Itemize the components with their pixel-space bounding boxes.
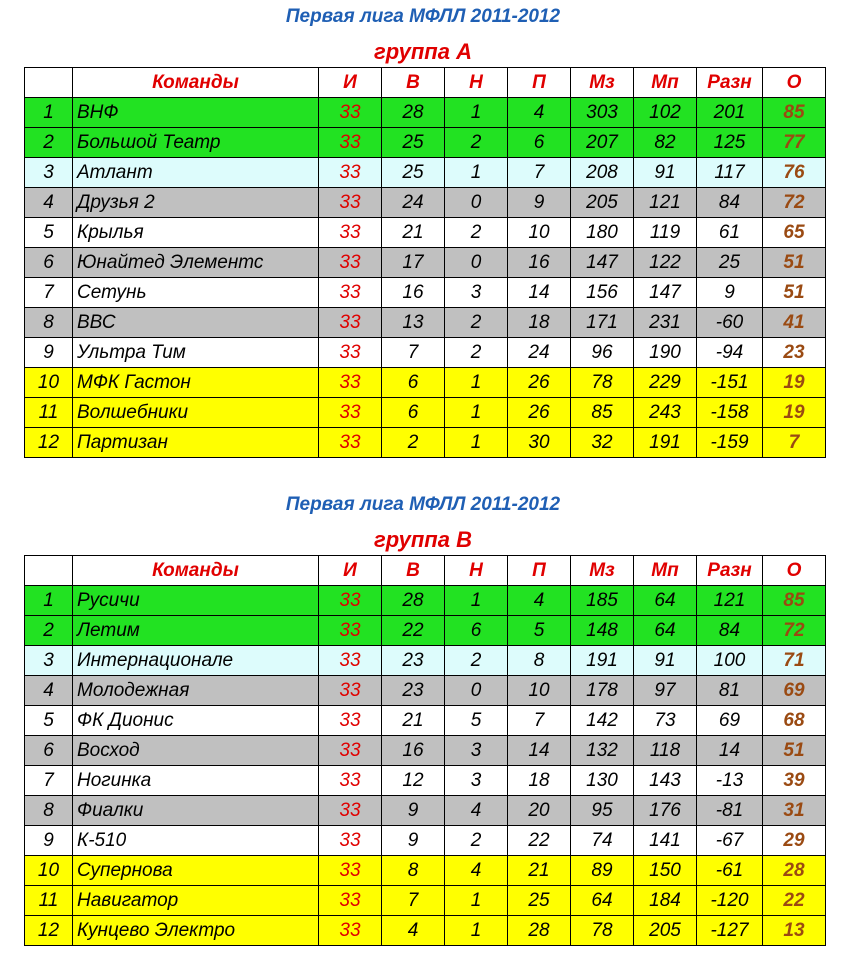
cell-played: 33 (319, 368, 382, 398)
table-row (25, 398, 826, 428)
table-row (25, 646, 826, 676)
cell-goals-against: 121 (634, 188, 697, 218)
cell-goals-for: 96 (571, 338, 634, 368)
cell-goals-against: 150 (634, 856, 697, 886)
cell-goal-diff: -127 (697, 916, 763, 946)
cell-goal-diff: 9 (697, 278, 763, 308)
cell-goals-against: 64 (634, 616, 697, 646)
cell-played: 33 (319, 128, 382, 158)
cell-drawn: 1 (445, 586, 508, 616)
cell-goal-diff: 84 (697, 616, 763, 646)
cell-team: Большой Театр (73, 128, 319, 158)
cell-points: 28 (763, 856, 826, 886)
cell-position: 12 (25, 916, 73, 946)
cell-lost: 30 (508, 428, 571, 458)
cell-points: 72 (763, 616, 826, 646)
cell-lost: 14 (508, 736, 571, 766)
cell-team: Интернационале (73, 646, 319, 676)
cell-drawn: 2 (445, 218, 508, 248)
cell-points: 65 (763, 218, 826, 248)
cell-won: 7 (382, 338, 445, 368)
league-title-group-b: Первая лига МФЛЛ 2011-2012 (285, 494, 561, 515)
cell-goals-against: 229 (634, 368, 697, 398)
cell-drawn: 4 (445, 856, 508, 886)
cell-points: 23 (763, 338, 826, 368)
table-header-row (25, 68, 826, 98)
cell-team: Партизан (73, 428, 319, 458)
cell-drawn: 3 (445, 278, 508, 308)
cell-played: 33 (319, 646, 382, 676)
cell-played: 33 (319, 766, 382, 796)
cell-goals-against: 190 (634, 338, 697, 368)
cell-goal-diff: 121 (697, 586, 763, 616)
cell-position: 9 (25, 826, 73, 856)
table-row (25, 886, 826, 916)
cell-won: 28 (382, 586, 445, 616)
header-position (25, 556, 73, 586)
cell-team: Летим (73, 616, 319, 646)
cell-drawn: 6 (445, 616, 508, 646)
cell-drawn: 0 (445, 676, 508, 706)
cell-position: 6 (25, 736, 73, 766)
cell-played: 33 (319, 248, 382, 278)
cell-goals-for: 148 (571, 616, 634, 646)
cell-goals-against: 102 (634, 98, 697, 128)
cell-played: 33 (319, 188, 382, 218)
cell-won: 12 (382, 766, 445, 796)
cell-position: 7 (25, 766, 73, 796)
cell-won: 6 (382, 368, 445, 398)
cell-played: 33 (319, 218, 382, 248)
cell-played: 33 (319, 676, 382, 706)
header-position (25, 68, 73, 98)
cell-goals-for: 191 (571, 646, 634, 676)
cell-goals-against: 73 (634, 706, 697, 736)
cell-position: 11 (25, 886, 73, 916)
table-row (25, 766, 826, 796)
cell-won: 13 (382, 308, 445, 338)
cell-team: Ногинка (73, 766, 319, 796)
cell-goals-for: 171 (571, 308, 634, 338)
cell-goal-diff: 100 (697, 646, 763, 676)
cell-drawn: 1 (445, 158, 508, 188)
cell-goals-against: 205 (634, 916, 697, 946)
cell-goals-for: 142 (571, 706, 634, 736)
cell-goal-diff: -158 (697, 398, 763, 428)
table-row (25, 616, 826, 646)
cell-goals-against: 191 (634, 428, 697, 458)
cell-drawn: 2 (445, 646, 508, 676)
cell-goals-for: 303 (571, 98, 634, 128)
cell-played: 33 (319, 856, 382, 886)
table-row (25, 736, 826, 766)
cell-goal-diff: 201 (697, 98, 763, 128)
cell-won: 16 (382, 736, 445, 766)
cell-goals-for: 78 (571, 916, 634, 946)
cell-points: 72 (763, 188, 826, 218)
cell-team: Атлант (73, 158, 319, 188)
cell-lost: 14 (508, 278, 571, 308)
cell-points: 31 (763, 796, 826, 826)
table-row (25, 428, 826, 458)
table-row (25, 218, 826, 248)
cell-position: 3 (25, 158, 73, 188)
cell-position: 5 (25, 706, 73, 736)
group-title-a: группа А (374, 39, 472, 64)
cell-lost: 20 (508, 796, 571, 826)
cell-played: 33 (319, 886, 382, 916)
cell-position: 8 (25, 308, 73, 338)
table-row (25, 916, 826, 946)
cell-drawn: 2 (445, 826, 508, 856)
cell-goal-diff: 61 (697, 218, 763, 248)
cell-position: 4 (25, 188, 73, 218)
table-row (25, 98, 826, 128)
cell-won: 22 (382, 616, 445, 646)
cell-points: 76 (763, 158, 826, 188)
table-row (25, 248, 826, 278)
table-row (25, 796, 826, 826)
cell-lost: 10 (508, 676, 571, 706)
cell-drawn: 1 (445, 368, 508, 398)
league-title-group-a: Первая лига МФЛЛ 2011-2012 (285, 6, 561, 27)
cell-points: 51 (763, 248, 826, 278)
cell-team: Навигатор (73, 886, 319, 916)
cell-position: 10 (25, 856, 73, 886)
cell-played: 33 (319, 338, 382, 368)
cell-goals-for: 185 (571, 586, 634, 616)
cell-played: 33 (319, 278, 382, 308)
cell-lost: 16 (508, 248, 571, 278)
cell-goal-diff: 25 (697, 248, 763, 278)
cell-played: 33 (319, 398, 382, 428)
cell-goal-diff: -120 (697, 886, 763, 916)
cell-goals-for: 205 (571, 188, 634, 218)
cell-played: 33 (319, 586, 382, 616)
cell-team: К-510 (73, 826, 319, 856)
cell-position: 9 (25, 338, 73, 368)
cell-won: 7 (382, 886, 445, 916)
cell-played: 33 (319, 916, 382, 946)
cell-won: 9 (382, 826, 445, 856)
cell-goal-diff: -61 (697, 856, 763, 886)
cell-position: 3 (25, 646, 73, 676)
cell-lost: 24 (508, 338, 571, 368)
cell-lost: 4 (508, 98, 571, 128)
cell-lost: 7 (508, 158, 571, 188)
cell-lost: 28 (508, 916, 571, 946)
cell-lost: 9 (508, 188, 571, 218)
cell-drawn: 1 (445, 398, 508, 428)
header-played: И (319, 68, 382, 98)
cell-played: 33 (319, 616, 382, 646)
cell-lost: 26 (508, 368, 571, 398)
cell-drawn: 4 (445, 796, 508, 826)
cell-lost: 26 (508, 398, 571, 428)
cell-won: 21 (382, 706, 445, 736)
cell-goals-against: 97 (634, 676, 697, 706)
cell-team: ВНФ (73, 98, 319, 128)
cell-team: МФК Гастон (73, 368, 319, 398)
cell-played: 33 (319, 98, 382, 128)
cell-lost: 21 (508, 856, 571, 886)
cell-goal-diff: 84 (697, 188, 763, 218)
cell-goals-for: 78 (571, 368, 634, 398)
cell-goal-diff: -13 (697, 766, 763, 796)
cell-goals-against: 91 (634, 158, 697, 188)
cell-lost: 6 (508, 128, 571, 158)
cell-goals-against: 119 (634, 218, 697, 248)
cell-goals-for: 156 (571, 278, 634, 308)
cell-drawn: 1 (445, 428, 508, 458)
header-drawn: Н (445, 556, 508, 586)
cell-won: 8 (382, 856, 445, 886)
cell-goals-against: 82 (634, 128, 697, 158)
header-goals-against: Мп (634, 556, 697, 586)
cell-team: Волшебники (73, 398, 319, 428)
cell-drawn: 0 (445, 248, 508, 278)
cell-lost: 18 (508, 308, 571, 338)
cell-drawn: 1 (445, 98, 508, 128)
header-goals-against: Мп (634, 68, 697, 98)
header-team: Команды (73, 556, 319, 586)
cell-team: Супернова (73, 856, 319, 886)
table-row (25, 676, 826, 706)
table-row (25, 586, 826, 616)
cell-won: 4 (382, 916, 445, 946)
cell-points: 39 (763, 766, 826, 796)
cell-won: 25 (382, 128, 445, 158)
cell-points: 41 (763, 308, 826, 338)
cell-drawn: 3 (445, 736, 508, 766)
cell-goal-diff: -159 (697, 428, 763, 458)
cell-team: Ультра Тим (73, 338, 319, 368)
cell-goals-for: 147 (571, 248, 634, 278)
cell-drawn: 0 (445, 188, 508, 218)
cell-goal-diff: -60 (697, 308, 763, 338)
cell-team: Молодежная (73, 676, 319, 706)
header-goals-for: Мз (571, 556, 634, 586)
header-won: В (382, 556, 445, 586)
standings-table-group-a (24, 67, 826, 458)
cell-won: 6 (382, 398, 445, 428)
cell-goals-against: 184 (634, 886, 697, 916)
cell-lost: 8 (508, 646, 571, 676)
cell-goals-against: 91 (634, 646, 697, 676)
cell-points: 85 (763, 98, 826, 128)
cell-drawn: 2 (445, 338, 508, 368)
cell-goal-diff: 117 (697, 158, 763, 188)
cell-team: Друзья 2 (73, 188, 319, 218)
header-points: О (763, 68, 826, 98)
cell-goals-against: 243 (634, 398, 697, 428)
cell-goals-for: 132 (571, 736, 634, 766)
table-row (25, 278, 826, 308)
cell-team: Сетунь (73, 278, 319, 308)
cell-played: 33 (319, 706, 382, 736)
cell-position: 2 (25, 128, 73, 158)
cell-team: Крылья (73, 218, 319, 248)
cell-goals-for: 89 (571, 856, 634, 886)
cell-goal-diff: 14 (697, 736, 763, 766)
table-row (25, 308, 826, 338)
cell-position: 10 (25, 368, 73, 398)
cell-goal-diff: 69 (697, 706, 763, 736)
cell-goals-for: 208 (571, 158, 634, 188)
cell-position: 2 (25, 616, 73, 646)
header-goal-diff: Разн (697, 556, 763, 586)
cell-goals-against: 231 (634, 308, 697, 338)
cell-goal-diff: -81 (697, 796, 763, 826)
cell-drawn: 3 (445, 766, 508, 796)
cell-won: 21 (382, 218, 445, 248)
cell-lost: 25 (508, 886, 571, 916)
cell-won: 25 (382, 158, 445, 188)
cell-position: 1 (25, 98, 73, 128)
cell-lost: 18 (508, 766, 571, 796)
cell-team: Фиалки (73, 796, 319, 826)
cell-lost: 7 (508, 706, 571, 736)
cell-points: 29 (763, 826, 826, 856)
cell-drawn: 2 (445, 128, 508, 158)
cell-position: 1 (25, 586, 73, 616)
cell-played: 33 (319, 428, 382, 458)
cell-goals-against: 141 (634, 826, 697, 856)
table-row (25, 338, 826, 368)
table-row (25, 368, 826, 398)
cell-goal-diff: -151 (697, 368, 763, 398)
cell-lost: 10 (508, 218, 571, 248)
table-row (25, 706, 826, 736)
cell-goals-for: 95 (571, 796, 634, 826)
cell-points: 68 (763, 706, 826, 736)
group-title-b: группа В (374, 527, 472, 552)
cell-goals-for: 74 (571, 826, 634, 856)
cell-goals-against: 176 (634, 796, 697, 826)
cell-won: 24 (382, 188, 445, 218)
cell-goals-for: 130 (571, 766, 634, 796)
table-row (25, 128, 826, 158)
cell-team: ФК Дионис (73, 706, 319, 736)
cell-goal-diff: 81 (697, 676, 763, 706)
cell-goals-against: 118 (634, 736, 697, 766)
cell-points: 69 (763, 676, 826, 706)
cell-goal-diff: -67 (697, 826, 763, 856)
cell-won: 23 (382, 646, 445, 676)
cell-won: 17 (382, 248, 445, 278)
cell-position: 7 (25, 278, 73, 308)
cell-goals-against: 147 (634, 278, 697, 308)
cell-goals-against: 64 (634, 586, 697, 616)
cell-points: 71 (763, 646, 826, 676)
cell-position: 11 (25, 398, 73, 428)
cell-team: Юнайтед Элементс (73, 248, 319, 278)
header-points: О (763, 556, 826, 586)
cell-lost: 4 (508, 586, 571, 616)
header-played: И (319, 556, 382, 586)
cell-won: 16 (382, 278, 445, 308)
cell-goals-against: 122 (634, 248, 697, 278)
table-row (25, 856, 826, 886)
cell-team: Русичи (73, 586, 319, 616)
cell-lost: 22 (508, 826, 571, 856)
cell-drawn: 2 (445, 308, 508, 338)
cell-team: ВВС (73, 308, 319, 338)
cell-goals-for: 178 (571, 676, 634, 706)
cell-goal-diff: -94 (697, 338, 763, 368)
header-goal-diff: Разн (697, 68, 763, 98)
standings-table-group-b (24, 555, 826, 946)
cell-won: 2 (382, 428, 445, 458)
header-won: В (382, 68, 445, 98)
cell-position: 8 (25, 796, 73, 826)
header-goals-for: Мз (571, 68, 634, 98)
cell-played: 33 (319, 736, 382, 766)
cell-team: Восход (73, 736, 319, 766)
cell-position: 5 (25, 218, 73, 248)
cell-goals-for: 85 (571, 398, 634, 428)
cell-position: 12 (25, 428, 73, 458)
cell-won: 28 (382, 98, 445, 128)
cell-lost: 5 (508, 616, 571, 646)
table-row (25, 826, 826, 856)
cell-goals-against: 143 (634, 766, 697, 796)
cell-points: 13 (763, 916, 826, 946)
cell-points: 77 (763, 128, 826, 158)
cell-drawn: 1 (445, 916, 508, 946)
cell-drawn: 5 (445, 706, 508, 736)
cell-played: 33 (319, 826, 382, 856)
cell-goals-for: 32 (571, 428, 634, 458)
cell-goals-for: 207 (571, 128, 634, 158)
cell-played: 33 (319, 308, 382, 338)
cell-team: Кунцево Электро (73, 916, 319, 946)
table-row (25, 188, 826, 218)
table-row (25, 158, 826, 188)
header-lost: П (508, 68, 571, 98)
cell-position: 6 (25, 248, 73, 278)
table-header-row (25, 556, 826, 586)
header-team: Команды (73, 68, 319, 98)
cell-played: 33 (319, 796, 382, 826)
cell-points: 7 (763, 428, 826, 458)
cell-played: 33 (319, 158, 382, 188)
cell-won: 9 (382, 796, 445, 826)
cell-points: 22 (763, 886, 826, 916)
cell-points: 51 (763, 736, 826, 766)
cell-points: 19 (763, 398, 826, 428)
cell-points: 51 (763, 278, 826, 308)
cell-drawn: 1 (445, 886, 508, 916)
cell-goal-diff: 125 (697, 128, 763, 158)
header-lost: П (508, 556, 571, 586)
cell-points: 85 (763, 586, 826, 616)
cell-won: 23 (382, 676, 445, 706)
cell-goals-for: 64 (571, 886, 634, 916)
cell-goals-for: 180 (571, 218, 634, 248)
cell-position: 4 (25, 676, 73, 706)
cell-points: 19 (763, 368, 826, 398)
header-drawn: Н (445, 68, 508, 98)
